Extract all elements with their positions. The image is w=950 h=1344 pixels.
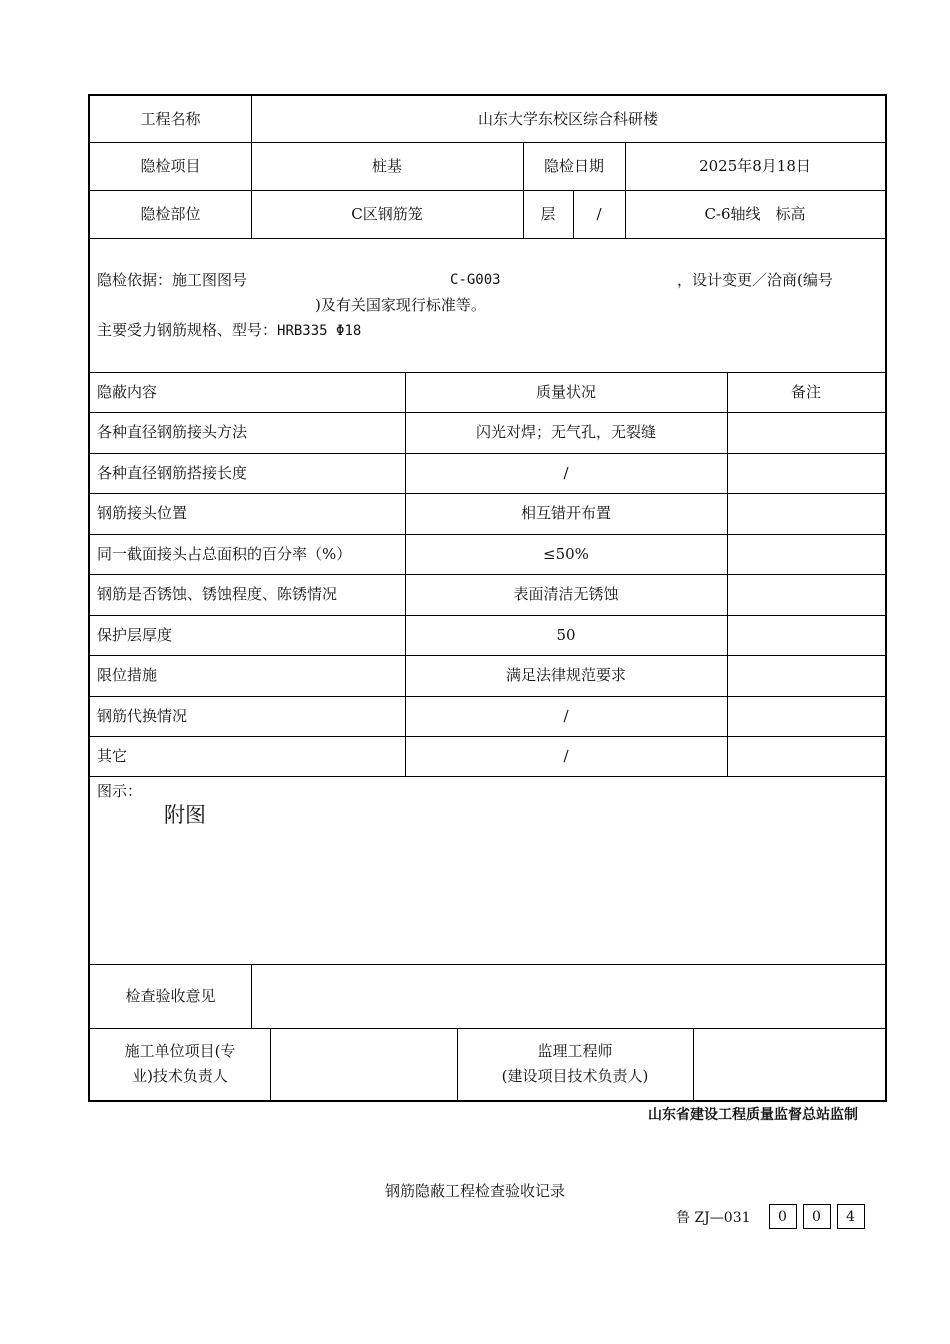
table-row-item: 钢筋是否锈蚀、锈蚀程度、陈锈情况 [97, 585, 338, 604]
table-row-note [727, 574, 885, 615]
opinion-field[interactable] [251, 964, 885, 1028]
rebar-spec-value: HRB335 Φ18 [277, 323, 362, 339]
table-row-status: ≤50% [543, 544, 589, 563]
table-row-status: 表面清洁无锈蚀 [513, 585, 619, 604]
contractor-label-line2: 业)技术负责人 [132, 1067, 228, 1085]
diagram-label: 图示： [97, 782, 143, 800]
basis-line2: )及有关国家现行标准等。 [315, 296, 486, 314]
table-row-status: 满足法律规范要求 [505, 666, 626, 685]
supervisor-label-line2: (建设项目技术负责人) [501, 1067, 649, 1085]
opinion-label: 检查验收意见 [125, 986, 216, 1005]
form-code-digit: 0 [769, 1204, 797, 1229]
table-row-status: 50 [556, 625, 576, 644]
table-row-status: / [563, 463, 569, 482]
inspect-item-label: 隐检项目 [140, 156, 201, 175]
table-row-status: / [563, 746, 569, 765]
table-row-item: 各种直径钢筋搭接长度 [97, 463, 248, 482]
table-row-item: 各种直径钢筋接头方法 [97, 423, 248, 442]
inspect-date-label: 隐检日期 [543, 156, 604, 175]
form-code-digit: 4 [837, 1204, 865, 1229]
header-content: 隐蔽内容 [97, 382, 158, 401]
form-code [676, 1204, 871, 1229]
contractor-signature-field[interactable] [270, 1028, 457, 1100]
project-name-value: 山东大学东校区综合科研楼 [477, 109, 658, 128]
inspect-item-value: 桩基 [371, 156, 402, 175]
axis-elevation-value: C-6轴线 标高 [704, 204, 806, 223]
inspection-form [88, 94, 887, 1102]
header-note: 备注 [790, 382, 821, 401]
document-title: 钢筋隐蔽工程检查验收记录 [384, 1182, 565, 1200]
table-row-note [727, 696, 885, 736]
table-row-note [727, 615, 885, 655]
basis-prefix: 隐检依据：施工图图号 [97, 271, 248, 289]
table-row-item: 同一截面接头占总面积的百分率（%） [97, 544, 352, 563]
inspection-basis [90, 238, 885, 372]
project-name-label: 工程名称 [140, 109, 201, 128]
table-row-status: 相互错开布置 [520, 504, 611, 523]
supervisor-label-line1: 监理工程师 [537, 1042, 613, 1061]
table-row-item: 钢筋代换情况 [97, 706, 188, 725]
header-quality: 质量状况 [535, 382, 596, 401]
form-code-digit: 0 [803, 1204, 831, 1229]
table-row-item: 保护层厚度 [97, 625, 173, 644]
table-row-item: 钢筋接头位置 [97, 504, 188, 523]
diagram-content: 附图 [164, 803, 206, 827]
table-row-note [727, 493, 885, 534]
form-code-label: 鲁 ZJ—031 [676, 1209, 751, 1226]
rebar-spec-label: 主要受力钢筋规格、型号： [97, 321, 278, 339]
contractor-label [90, 1028, 270, 1100]
supervisor-label [457, 1028, 693, 1100]
table-row-item: 其它 [97, 746, 128, 765]
table-row-note [727, 736, 885, 776]
table-row-note [727, 534, 885, 574]
contractor-label-line1: 施工单位项目(专 [124, 1042, 236, 1061]
table-row-status: 闪光对焊；无气孔，无裂缝 [475, 423, 656, 442]
supervisor-signature-field[interactable] [693, 1028, 885, 1100]
table-row-status: / [563, 706, 569, 725]
basis-suffix: ，设计变更／洽商(编号 [677, 271, 833, 289]
inspect-part-value: C区钢筋笼 [351, 204, 423, 223]
table-row-item: 限位措施 [97, 666, 158, 685]
supervising-organization: 山东省建设工程质量监督总站监制 [648, 1107, 858, 1123]
table-row-note [727, 655, 885, 696]
inspect-part-label: 隐检部位 [140, 204, 201, 223]
inspect-date-value: 2025年8月18日 [699, 156, 811, 175]
floor-value: / [596, 204, 602, 223]
drawing-number: C-G003 [450, 272, 501, 288]
floor-label: 层 [540, 204, 556, 223]
table-row-note [727, 453, 885, 493]
table-row-note [727, 412, 885, 453]
